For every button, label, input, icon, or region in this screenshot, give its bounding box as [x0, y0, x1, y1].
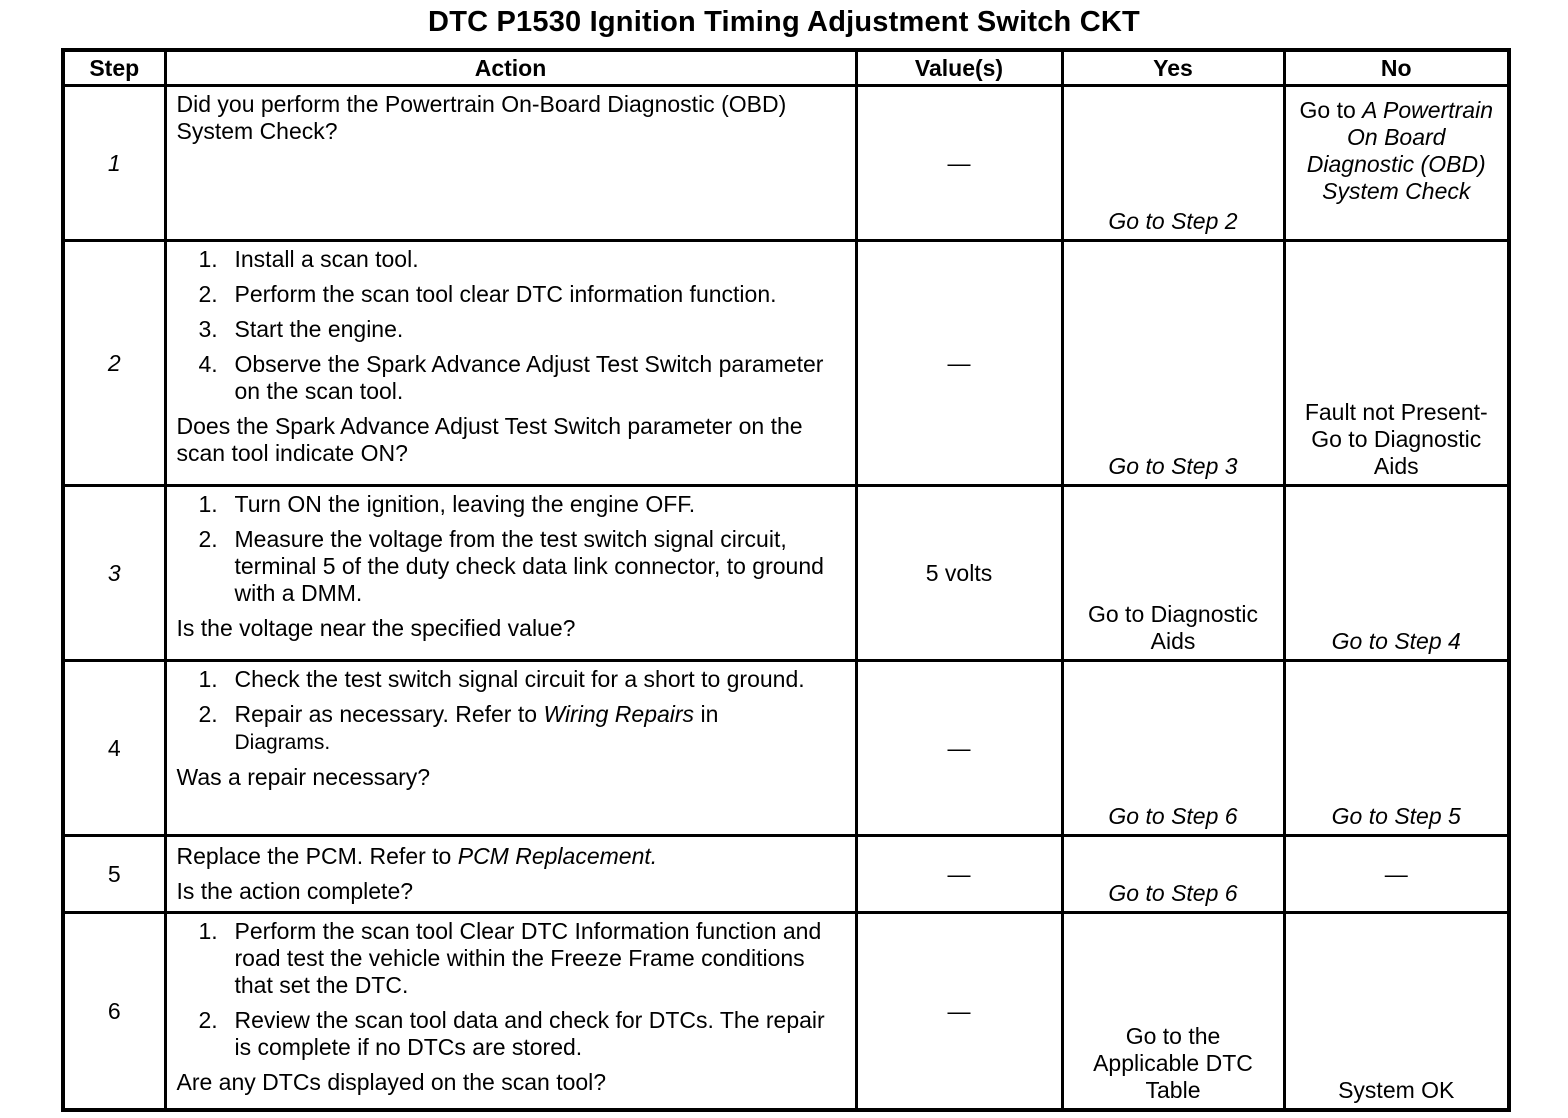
- reference-link-text: Wiring Repairs: [543, 701, 695, 727]
- list-item: 4. Observe the Spark Advance Adjust Test Switch parameter on the scan tool.: [198, 351, 824, 404]
- no-prefix: Go to: [1299, 97, 1356, 123]
- yes-cell: Go to Step 3: [1062, 241, 1284, 486]
- column-header-step: Step: [63, 50, 165, 86]
- column-header-yes: Yes: [1062, 50, 1284, 86]
- question-text: Are any DTCs displayed on the scan tool?: [176, 1069, 607, 1095]
- table-row: [63, 241, 1509, 486]
- step-number: 3: [63, 486, 165, 661]
- value-cell: —: [856, 86, 1062, 241]
- action-list: [177, 918, 845, 1061]
- no-cell: —: [1284, 836, 1509, 913]
- list-item: 1. Check the test switch signal circuit for a short to ground.: [198, 666, 805, 692]
- no-reference: A Powertrain On Board Diagnostic (OBD) System Check: [1306, 97, 1493, 204]
- action-cell: [165, 913, 856, 1111]
- header-row: [63, 50, 1509, 86]
- yes-cell: Go to Step 6: [1062, 836, 1284, 913]
- list-item: 2. Review the scan tool data and check for DTCs. The repair is complete if no DTCs are stored.: [198, 1007, 825, 1060]
- reference-link-text: PCM Replacement.: [457, 843, 658, 869]
- list-item: 1. Perform the scan tool Clear DTC Information function and road test the vehicle within the Freeze Frame conditions that set the DTC.: [198, 918, 822, 998]
- value-cell: 5 volts: [856, 486, 1062, 661]
- action-cell: [165, 836, 856, 913]
- yes-cell: Go to Diagnostic Aids: [1062, 486, 1284, 661]
- column-header-values: Value(s): [856, 50, 1062, 86]
- question-text: Does the Spark Advance Adjust Test Switch parameter on the scan tool indicate ON?: [176, 413, 803, 466]
- action-cell: [165, 241, 856, 486]
- column-header-action: Action: [165, 50, 856, 86]
- no-cell: [1284, 86, 1509, 241]
- no-cell: Go to Step 4: [1284, 486, 1509, 661]
- list-item: 2. Repair as necessary. Refer to Wiring Repairs in Diagrams.: [198, 701, 719, 754]
- action-list: [177, 246, 845, 405]
- action-cell: [165, 86, 856, 241]
- no-cell: Go to Step 5: [1284, 661, 1509, 836]
- no-cell: System OK: [1284, 913, 1509, 1111]
- list-item: 3. Start the engine.: [198, 316, 404, 342]
- no-cell: Fault not Present-Go to Diagnostic Aids: [1284, 241, 1509, 486]
- table-row: [63, 836, 1509, 913]
- value-cell: —: [856, 836, 1062, 913]
- value-cell: —: [856, 241, 1062, 486]
- yes-cell: Go to Step 2: [1062, 86, 1284, 241]
- yes-cell: Go to Step 6: [1062, 661, 1284, 836]
- table-row: [63, 661, 1509, 836]
- question-text: Was a repair necessary?: [176, 764, 431, 790]
- action-list: [177, 666, 845, 756]
- list-item: 1. Install a scan tool.: [198, 246, 419, 272]
- list-item: 1. Turn ON the ignition, leaving the engine OFF.: [198, 491, 696, 517]
- action-cell: [165, 661, 856, 836]
- table-row: [63, 486, 1509, 661]
- yes-cell: Go to the Applicable DTC Table: [1062, 913, 1284, 1111]
- table-row: [63, 86, 1509, 241]
- step-number: 6: [63, 913, 165, 1111]
- list-item: 2. Perform the scan tool clear DTC information function.: [198, 281, 777, 307]
- value-cell: —: [856, 913, 1062, 1111]
- step-number: 5: [63, 836, 165, 913]
- column-header-no: No: [1284, 50, 1509, 86]
- step-number: 1: [63, 86, 165, 241]
- table-row: [63, 913, 1509, 1111]
- list-item: 2. Measure the voltage from the test switch signal circuit, terminal 5 of the duty check data link connector, to ground with a DMM.: [198, 526, 824, 606]
- value-cell: —: [856, 661, 1062, 836]
- page-title: DTC P1530 Ignition Timing Adjustment Switch CKT: [428, 6, 1140, 38]
- action-text: Replace the PCM. Refer to PCM Replacement.: [176, 843, 658, 869]
- question-text: Is the voltage near the specified value?: [176, 615, 576, 641]
- action-cell: [165, 486, 856, 661]
- step-number: 4: [63, 661, 165, 836]
- step-number: 2: [63, 241, 165, 486]
- diagnostic-table: [61, 48, 1511, 1112]
- action-text: Did you perform the Powertrain On-Board Diagnostic (OBD) System Check?: [176, 91, 787, 144]
- question-text: Is the action complete?: [176, 878, 414, 904]
- action-list: [177, 491, 845, 607]
